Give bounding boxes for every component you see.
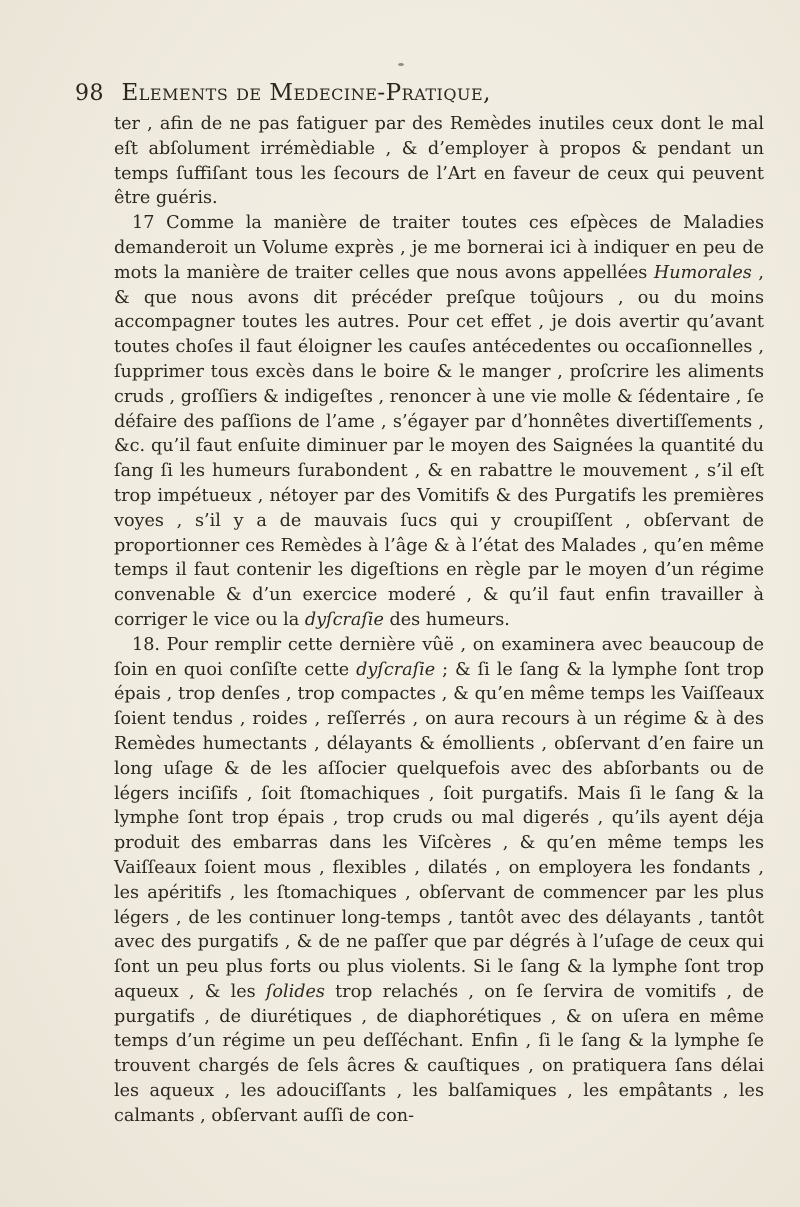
ink-speck bbox=[398, 63, 404, 66]
italic-term: ſolides bbox=[265, 981, 325, 1002]
text-run: ; & ſi le ſang & la lymphe ſont trop épais , trop denſes , trop compactes , & qu’en même temps les Vaiſſeaux ſoient tendus , roides , reſſerrés , on aura recours à un régime & à des Remèdes humectants , délayants & émollients , obſervant d’en faire un long uſage & de les aſſocier quelquefois avec des abſorbants ou de légers inciſifs , ſoit ſtomachiques , ſoit purgatifs. Mais ſi le ſang & la lymphe ſont trop épais , trop cruds ou mal digerés , qu’ils ayent déja produit des embarras dans les Viſcères , & qu’en même temps les Vaiſſeaux ſoient mous , flexibles , dilatés , on employera les fondants , les apéritifs , les ſtomachiques , obſervant de commencer par les plus légers , de les continuer long-temps , tantôt avec des délayants , tantôt avec des purgatifs , & de ne paſſer que par dégrés à l’uſage de ceux qui ſont un peu plus forts ou plus violents. Si le ſang & la lymphe ſont trop aqueux , & les bbox=[114, 659, 764, 1002]
body-text bbox=[114, 112, 764, 1129]
paragraph-continuation bbox=[114, 112, 764, 211]
running-head bbox=[75, 80, 765, 112]
running-head-title: Elements de Medecine-Pratique, bbox=[121, 80, 491, 106]
paragraph-18 bbox=[114, 633, 764, 1129]
page-number: 98 bbox=[75, 81, 104, 106]
text-run: 17 Comme la manière de traiter toutes ces eſpèces de Maladies demanderoit un Volume exprès , je me bornerai ici à indiquer en peu de mots la manière de traiter celles que nous avons appellées bbox=[114, 213, 764, 283]
text-run: des humeurs. bbox=[383, 609, 510, 630]
text-run: trop relachés , on ſe ſervira de vomitifs , de purgatifs , de diurétiques , de diaphorétiques , & on uſera en même temps d’un régime un peu deſſéchant. Enfin , ſi le ſang & la lymphe ſe trouvent chargés de ſels âcres & cauſtiques , on pratiquera ſans délai les aqueux , les adouciſſants , les balſamiques , les empâtants , les calmants , obſervant auſſi de con- bbox=[114, 981, 764, 1126]
italic-term: dyſcraſie bbox=[304, 609, 384, 630]
text-run: 18. Pour remplir cette dernière vûë , on examinera avec beaucoup de ſoin en quoi conſiſte cette bbox=[114, 634, 764, 680]
text-run: , & que nous avons dit précéder preſque toûjours , ou du moins accompagner toutes les autres. Pour cet effet , je dois avertir qu’avant toutes choſes il faut éloigner les cauſes antécedentes ou occaſionnelles , ſupprimer tous excès dans le boire & le manger , proſcrire les aliments cruds , groſſiers & indigeſtes , renoncer à une vie molle & ſédentaire , ſe défaire des paſſions de l’ame , s’égayer par d’honnêtes divertiſſements , &c. qu’il faut enſuite diminuer par le moyen des Saignées la quantité du ſang ſi les humeurs ſurabondent , & en rabattre le mouvement , s’il eſt trop impétueux , nétoyer par des Vomitifs & des Purgatifs les premières voyes , s’il y a de mauvais ſucs qui y croupiſſent , obſervant de proportionner ces Remèdes à l’âge & à l’état des Malades , qu’en même temps il faut contenir les digeſtions en règle par le moyen d’un régime convenable & d’un exercice moderé , & qu’il faut enfin travailler à corriger le vice ou la bbox=[114, 262, 765, 630]
paragraph-17 bbox=[114, 211, 764, 633]
italic-term: dyſcraſie bbox=[356, 659, 436, 680]
italic-term: Humorales bbox=[653, 262, 752, 283]
text-run: ter , afin de ne pas fatiguer par des Remèdes inutiles ceux dont le mal eſt abſolument irrémèdiable , & d’employer à propos & pendant un temps ſuffiſant tous les ſecours de l’Art en faveur de ceux qui peuvent être guéris. bbox=[114, 114, 764, 209]
